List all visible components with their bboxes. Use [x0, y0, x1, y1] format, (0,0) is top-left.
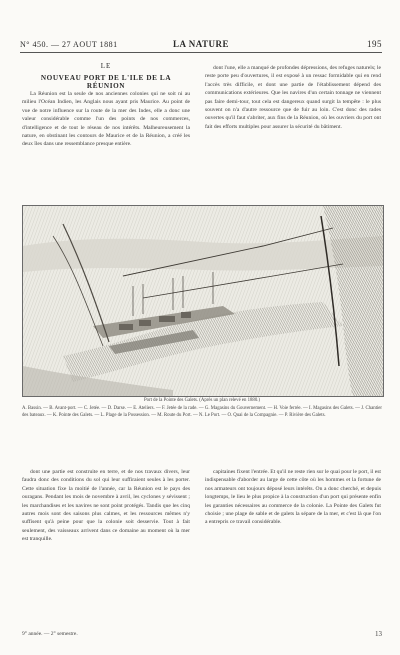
text-column-right-bottom — [205, 468, 381, 527]
text-column-left-top — [22, 90, 190, 149]
journal-title: LA NATURE — [172, 39, 230, 49]
article-roman: LE — [100, 62, 112, 70]
port-engraving — [22, 205, 384, 397]
article-heading — [22, 62, 190, 90]
article-title: NOUVEAU PORT DE L'ILE DE LA RÉUNION — [40, 74, 172, 90]
running-header — [20, 38, 382, 53]
engraving-illustration — [23, 206, 383, 396]
volume-note: 9° année. — 2° semestre. — [22, 631, 78, 637]
issue-number: N° 450. — 27 AOUT 1881 — [20, 40, 118, 49]
page-number: 195 — [367, 39, 382, 49]
paragraph: dont l'une, elle a manqué de profondes dépressions, des refuges naturels; le reste porte peu d'ouvertures, il est exposé à un ressac formidable qui en rend l'accès très difficile, et dont une partie de l'établissement dépend des communications extérieures. Que les navires d'un certain tonnage ne viennent pas faire demi-tour, tout cela est dangereux quand surgit la tempête : le plus souvent on n'a d'autre ressource que de fuir au loin. C'est donc des rades ouvertes qu'il faut s'abriter, aux fins de la Réunion, où les ouvriers du port ont fait des efforts multiples pour assurer la sécurité du bâtiment. — [205, 65, 381, 130]
figure-caption — [22, 398, 382, 419]
text-column-right-top — [205, 64, 381, 131]
paragraph: dont une partie est construite en terre, et de nos travaux divers, leur faudra donc des conditions du sol qui leur suffiraient seules à les porter. Cette situation fixe la moitié de l'année, car la Réunion est le pays des ouragans. Pendant les mois de novembre à avril, les cyclones y sévissent ; les marchandises et les navires ne sont point protégés. Tandis que les cinq autres mois sont des saisons plus calmes, et les ressources mêmes n'y suffisent qu'à peine pour que la colonie soit desservie. Tout à fait seulement, des vaisseaux arrivent dans ce domaine au moment où la mer est tranquille. — [22, 469, 190, 543]
caption-title: Port de la Pointe des Galets. (Après un plan relevé en 1880.) — [143, 398, 261, 403]
signature-mark: 13 — [375, 630, 382, 638]
paragraph: La Réunion est la seule de nos anciennes colonies qui ne soit ni au milieu l'Océan Indien, les Anglais nous ayant pris Maurice. Au point de vue de notre influence sur la route de la mer des Indes, elle a donc une valeur considérable comme l'un des points de nos commerces, d'intelligence et de tout le réseau de nos intérêts. Malheureusement la nature, en obstinant les contours de Maurice et de la Réunion, a créé les deux îles dans une ressemblance presque entière. — [22, 91, 190, 148]
page-footer — [22, 631, 382, 641]
text-column-left-bottom — [22, 468, 190, 544]
caption-legend: A. Bassin. — B. Avant-port. — C. Jetée. — D. Darse. — E. Ateliers. — F. Jetée de la rade. — G. Magasins du Gouvernement. — H. Voie ferrée. — I. Magasins des Galets. — J. Chantier des bateaux. — K. Pointe des Galets. — L. Plage de la Possession. — M. Route du Port. — N. Le Port. — O. Quai de la Compagnie. — P. Rivière des Galets. — [22, 406, 382, 418]
paragraph: capitaines fixent l'entrée. Et qu'il ne reste rien sur le quai pour le port, il est indispensable d'aborder au large de cette côte où les hommes et la fortune de nos armateurs ont toujours déposé leurs intérêts. On a donc cherché, et depuis longtemps, le lieu le plus propice à la construction d'un port qui présente enfin les garanties nécessaires au commerce de la colonie. La Pointe des Galets fut choisie ; une plage de sable et de galets la sépare de la mer, et c'est là que l'on a entrepris ce travail considérable. — [205, 469, 381, 526]
